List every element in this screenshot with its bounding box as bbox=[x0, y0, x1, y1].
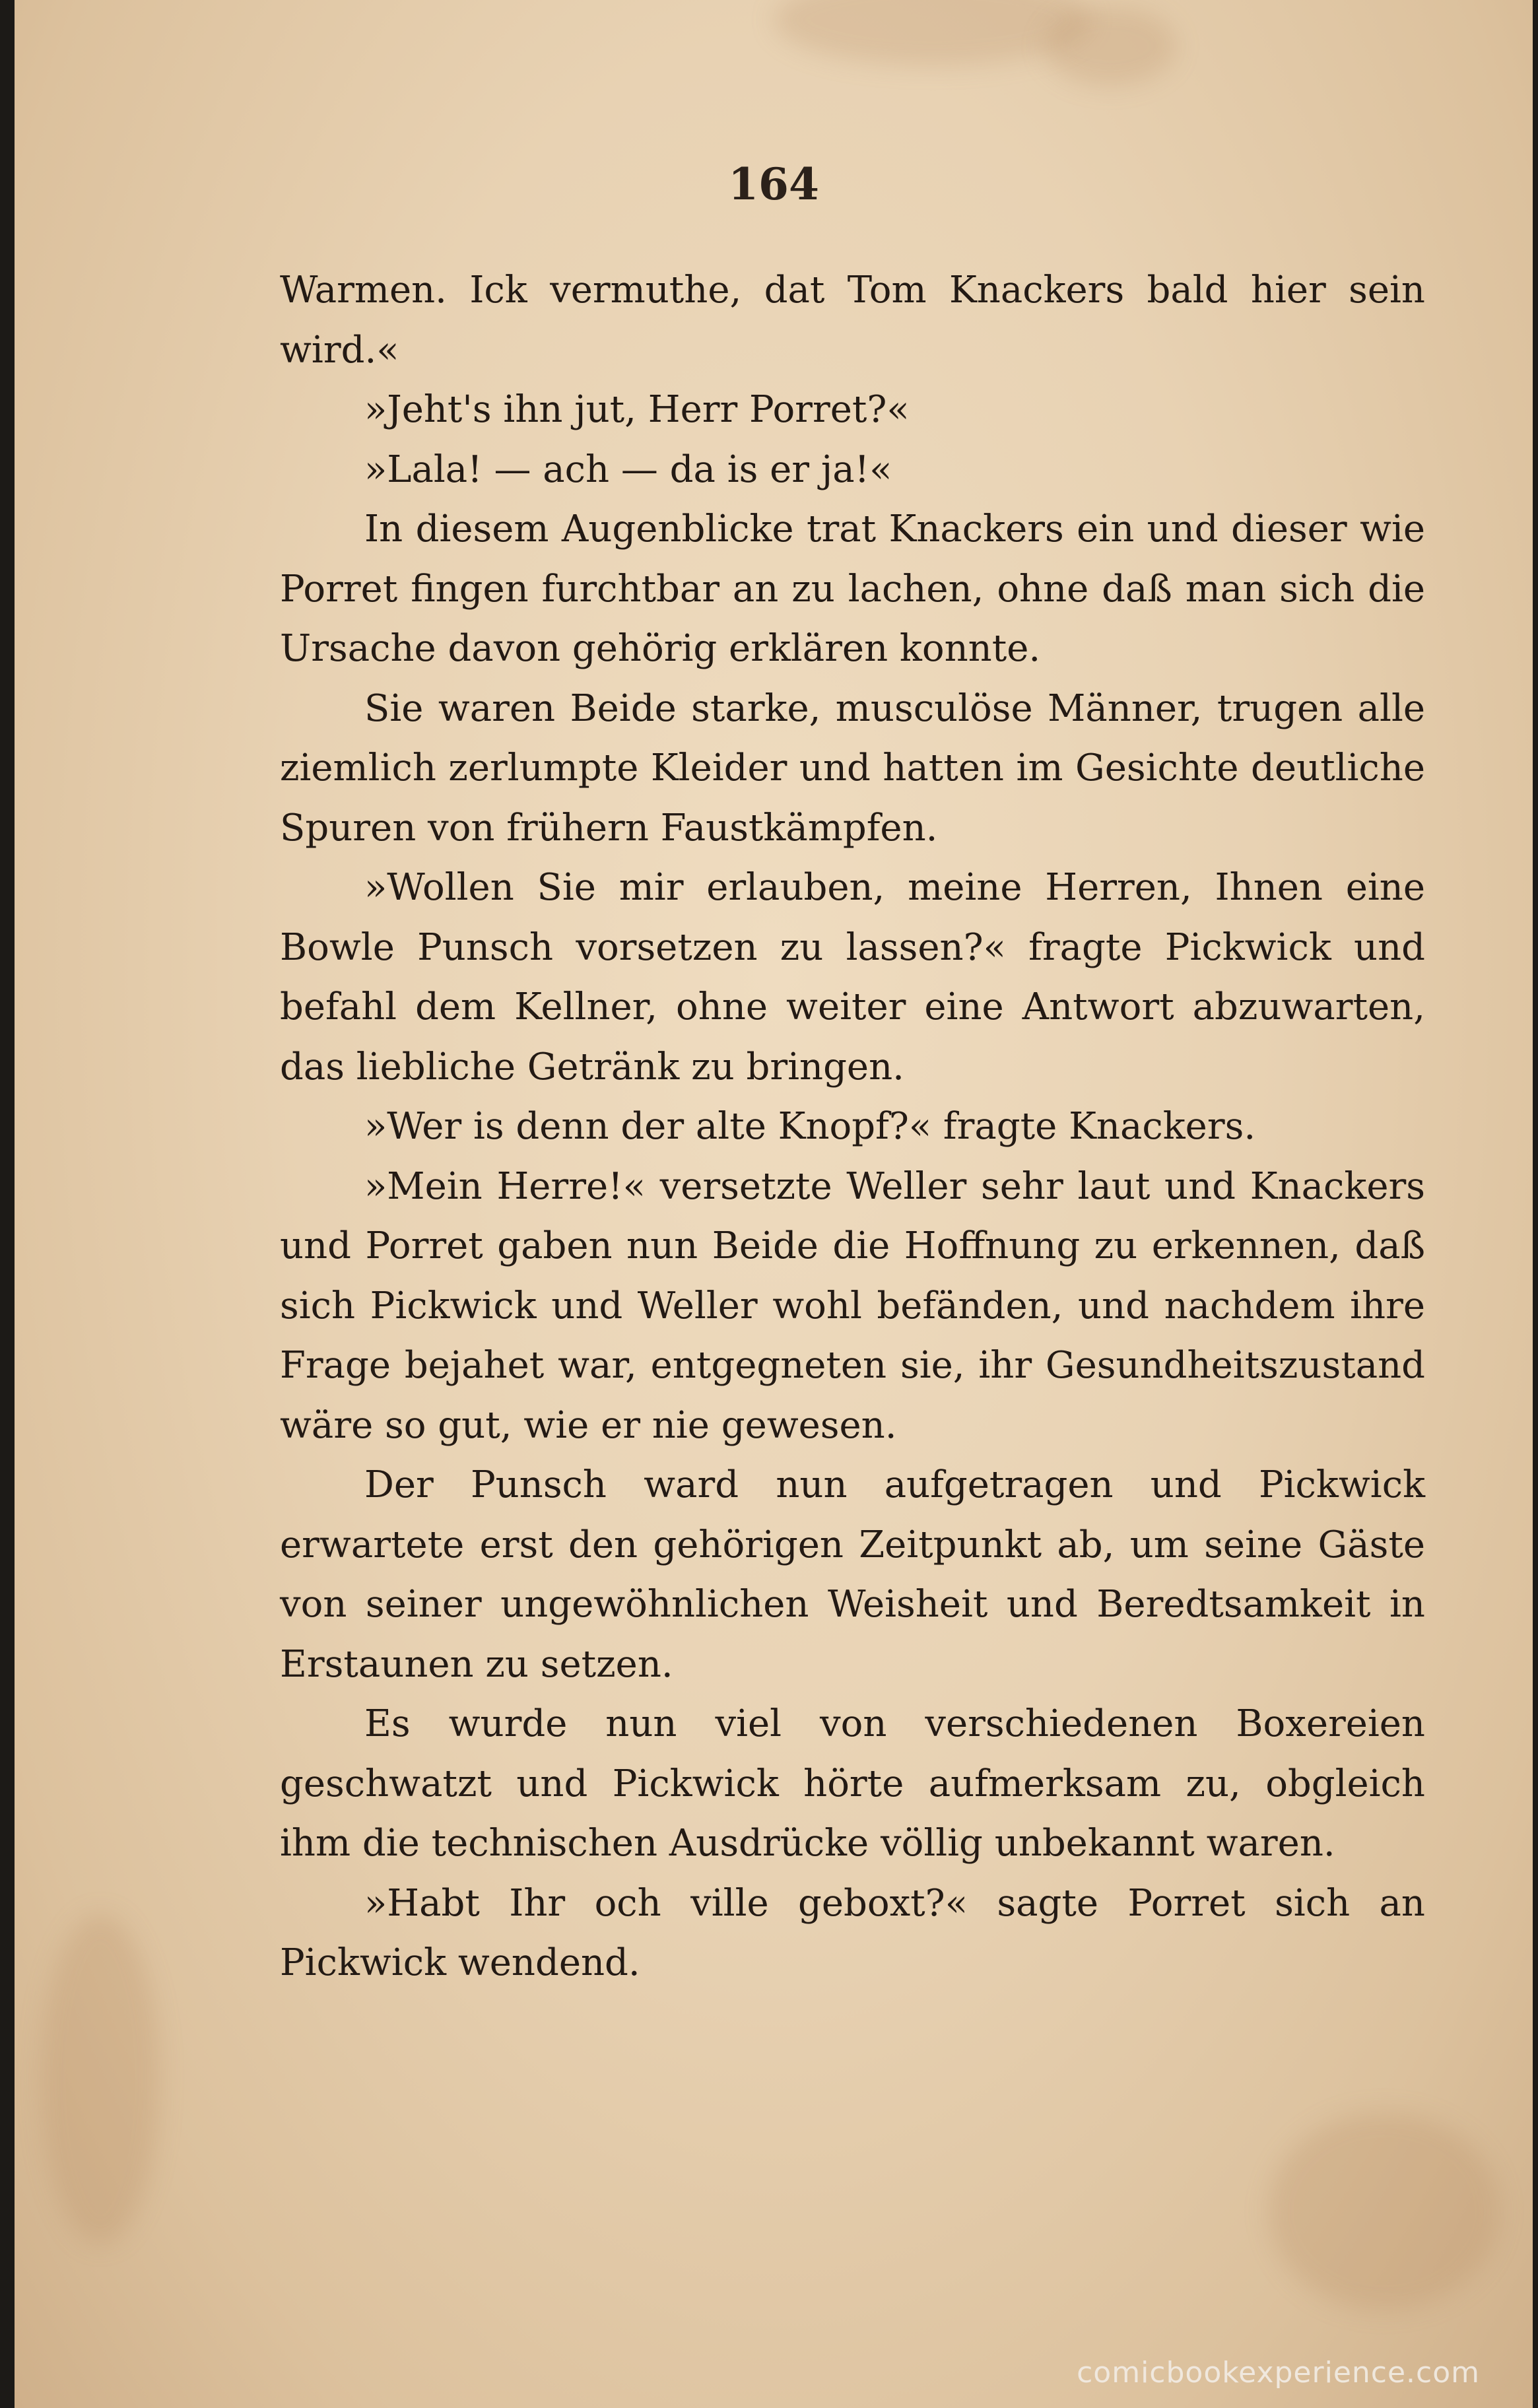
paragraph: »Wollen Sie mir erlauben, meine Herren, Ihnen eine Bowle Punsch vorsetzen zu lassen?« fragte Pickwick und befahl dem Kellner, ohne weiter eine Antwort abzuwarten, das liebliche Getränk zu bringen. bbox=[280, 866, 1425, 1088]
paragraph: »Habt Ihr och ville geboxt?« sagte Porret sich an Pickwick wendend. bbox=[280, 1881, 1425, 1984]
page-number: 164 bbox=[728, 158, 819, 210]
paragraph: »Wer is denn der alte Knopf?« fragte Knackers. bbox=[364, 1105, 1256, 1148]
paragraph: Der Punsch ward nun aufgetragen und Pickwick erwartete erst den gehörigen Zeitpunkt ab, um seine Gäste von seiner ungewöhnlichen Weisheit und Beredtsamkeit in Erstaunen zu setzen. bbox=[280, 1463, 1425, 1686]
paragraph: »Mein Herre!« versetzte Weller sehr laut und Knackers und Porret gaben nun Beide die Hoffnung zu erkennen, daß sich Pickwick und Weller wohl befänden, und nachdem ihre Frage bejahet war, entgegneten sie, ihr Gesundheitszustand wäre so gut, wie er nie gewesen. bbox=[280, 1164, 1425, 1447]
paper-stain bbox=[1269, 2112, 1500, 2310]
paragraph: Sie waren Beide starke, musculöse Männer, trugen alle ziemlich zerlumpte Kleider und hatten im Gesichte deutliche Spuren von frühern Faustkämpfen. bbox=[280, 686, 1425, 850]
paper-stain bbox=[41, 1914, 160, 2244]
body-text bbox=[280, 261, 1425, 1993]
paragraph: In diesem Augenblicke trat Knackers ein und dieser wie Porret fingen furchtbar an zu lachen, ohne daß man sich die Ursache davon gehörig erklären konnte. bbox=[280, 508, 1425, 670]
paragraph: »Lala! — ach — da is er ja!« bbox=[364, 448, 892, 491]
watermark: comicbookexperience.com bbox=[1077, 2356, 1480, 2390]
paragraph: »Jeht's ihn jut, Herr Porret?« bbox=[364, 388, 910, 431]
paragraph: Warmen. Ick vermuthe, dat Tom Knackers bald hier sein wird.« bbox=[280, 269, 1425, 372]
paper-stain bbox=[1044, 7, 1176, 86]
paragraph: Es wurde nun viel von verschiedenen Boxereien geschwatzt und Pickwick hörte aufmerksam zu, obgleich ihm die technischen Ausdrücke völlig unbekannt waren. bbox=[280, 1702, 1425, 1865]
paper-stain bbox=[774, 0, 1090, 66]
book-page bbox=[15, 0, 1533, 2408]
